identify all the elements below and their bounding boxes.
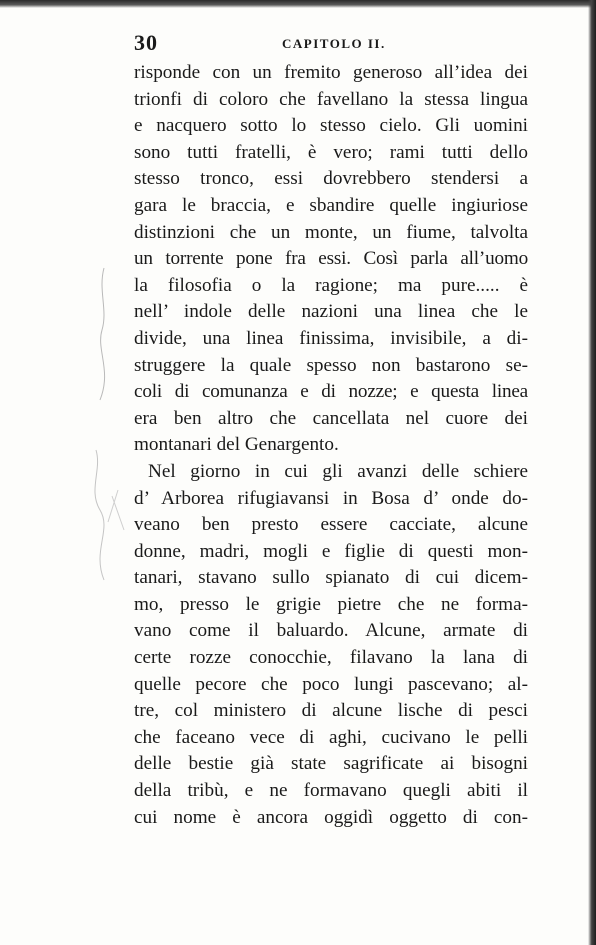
text-line: sono tutti fratelli, è vero; rami tutti dello <box>134 141 528 163</box>
text-line: la filosofia o la ragione; ma pure..... è <box>134 274 528 296</box>
running-header <box>134 30 528 60</box>
text-line: nell’ indole delle nazioni una linea che le <box>134 301 528 323</box>
chapter-title: CAPITOLO II. <box>282 36 386 51</box>
text-line: un torrente pone fra essi. Così parla all’uomo <box>134 248 528 270</box>
text-line: divide, una linea finissima, invisibile, a di- <box>134 327 528 349</box>
text-line: stesso tronco, essi dovrebbero stendersi a <box>134 168 528 190</box>
margin-pencil-marks <box>78 260 138 620</box>
text-line: veano ben presto essere cacciate, alcune <box>134 514 528 536</box>
text-line: quelle pecore che poco lungi pascevano; al- <box>134 673 528 695</box>
text-line: vano come il baluardo. Alcune, armate di <box>134 620 528 642</box>
text-line: distinzioni che un monte, un fiume, talvolta <box>134 221 528 243</box>
text-line: coli di comunanza e di nozze; e questa linea <box>134 381 528 403</box>
text-line: montanari del Genargento. <box>134 434 339 456</box>
text-line: risponde con un fremito generoso all’idea dei <box>134 62 528 83</box>
text-line: era ben altro che cancellata nel cuore dei <box>134 407 528 429</box>
text-line: struggere la quale spesso non bastarono se- <box>134 354 528 376</box>
text-line: e nacquero sotto lo stesso cielo. Gli uomini <box>134 115 528 137</box>
text-line: donne, madri, mogli e figlie di questi mon- <box>134 540 528 562</box>
text-line: che faceano vece di aghi, cucivano le pelli <box>134 726 528 748</box>
body-text <box>134 60 528 831</box>
text-line: trionfi di coloro che favellano la stessa lingua <box>134 88 528 110</box>
text-line: delle bestie già state sagrificate ai bisogni <box>134 753 528 775</box>
text-line: cui nome è ancora oggidì oggetto di con- <box>134 806 528 828</box>
page-number: 30 <box>134 30 158 55</box>
text-line: certe rozze conocchie, filavano la lana di <box>134 647 528 669</box>
text-line: gara le braccia, e sbandire quelle ingiuriose <box>134 194 528 216</box>
text-line: della tribù, e ne formavano quegli abiti il <box>134 780 528 802</box>
page-right-shadow <box>588 0 596 945</box>
text-line: mo, presso le grigie pietre che ne forma- <box>134 593 528 615</box>
paragraph-start-line: Nel giorno in cui gli avanzi delle schiere <box>148 460 528 482</box>
page-top-shadow <box>0 0 596 8</box>
text-line: tanari, stavano sullo spianato di cui dicem- <box>134 567 528 589</box>
text-line: tre, col ministero di alcune lische di pesci <box>134 700 528 722</box>
text-line: d’ Arborea rifugiavansi in Bosa d’ onde do- <box>134 487 528 509</box>
